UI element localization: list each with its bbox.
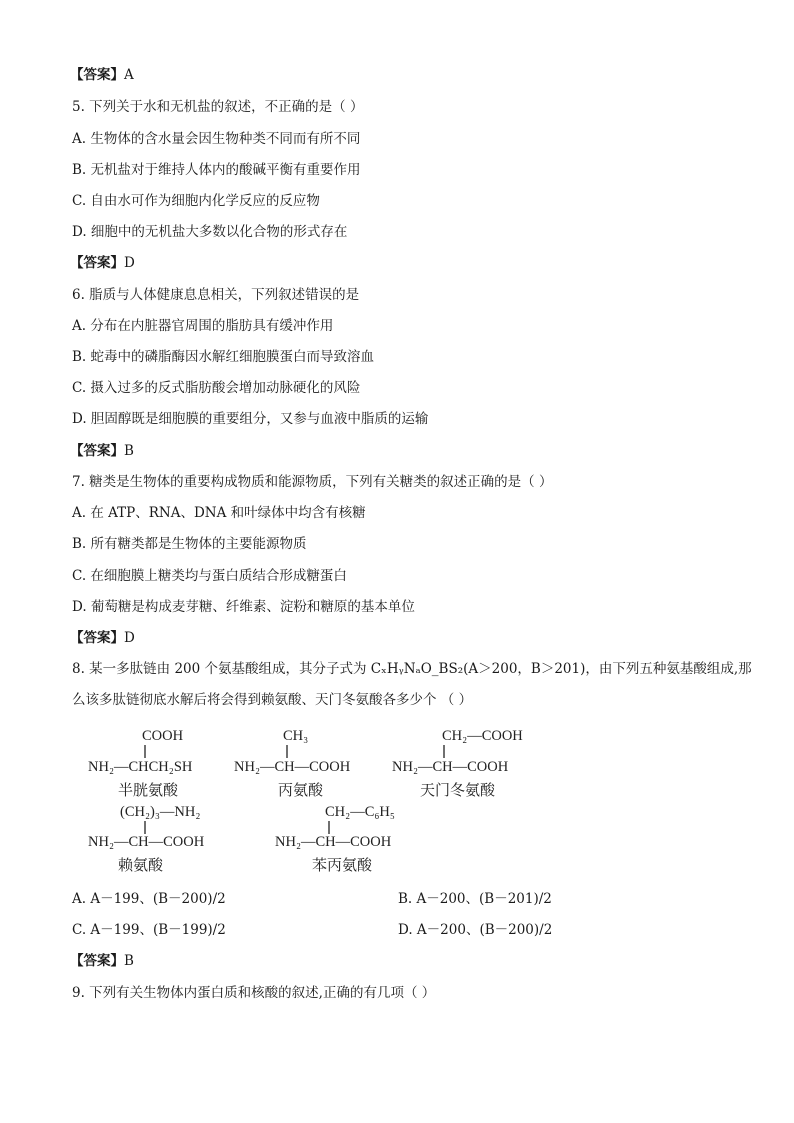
option-8d: D. A－200、(B－200)/2 [398,922,553,938]
aspartic-acid-structure [392,728,523,799]
structure-main: NH₂—CH—COOH [88,834,205,850]
amino-acid-name: 赖氨酸 [118,856,164,874]
option-7d: D. 葡萄糖是构成麦芽糖、纤维素、淀粉和糖原的基本单位 [72,599,415,615]
option-5c: C. 自由水可作为细胞内化学反应的反应物 [72,193,320,209]
answer-line: 【答案】A [70,67,134,83]
option-8a: A. A－199、(B－200)/2 [72,891,226,907]
answer-line: 【答案】D [70,255,135,271]
option-5d: D. 细胞中的无机盐大多数以化合物的形式存在 [72,224,348,240]
amino-acid-name: 天门冬氨酸 [420,781,496,799]
question-6: 6. 脂质与人体健康息息相关，下列叙述错误的是 [72,287,360,303]
question-5: 5. 下列关于水和无机盐的叙述，不正确的是（ ） [72,99,364,115]
question-7: 7. 糖类是生物体的重要构成物质和能源物质，下列有关糖类的叙述正确的是（ ） [72,474,553,490]
option-8c: C. A－199、(B－199)/2 [72,922,226,938]
structure-top: (CH₂)₃—NH₂ [120,804,201,820]
amino-acid-structures [72,725,552,875]
option-7a: A. 在 ATP、RNA、DNA 和叶绿体中均含有核糖 [72,505,366,521]
cysteine-structure [88,728,193,799]
structure-top: CH₂—COOH [442,728,523,744]
structure-main: NH₂—CH—COOH [275,834,392,850]
option-7c: C. 在细胞膜上糖类均与蛋白质结合形成糖蛋白 [72,568,347,584]
structure-main: NH₂—CHCH₂SH [88,759,193,775]
answer-line: 【答案】D [70,630,135,646]
alanine-structure [234,728,351,799]
option-6a: A. 分布在内脏器官周围的脂肪具有缓冲作用 [72,318,334,334]
lysine-structure [88,804,205,874]
option-6c: C. 摄入过多的反式脂肪酸会增加动脉硬化的风险 [72,380,361,396]
phenylalanine-structure [275,804,395,874]
structure-top: CH₃ [283,728,309,744]
option-6d: D. 胆固醇既是细胞膜的重要组分，又参与血液中脂质的运输 [72,411,429,427]
question-8: 8. 某一多肽链由 200 个氨基酸组成，其分子式为 CₓHᵧNₐO_BS₂(A＞200，B＞201)，由下列五种氨基酸组成,那 [72,661,752,677]
answer-line: 【答案】B [70,443,134,459]
structure-main: NH₂—CH—COOH [234,759,351,775]
answer-line: 【答案】B [70,953,134,969]
question-9: 9. 下列有关生物体内蛋白质和核酸的叙述,正确的有几项（ ） [72,985,436,1001]
amino-acid-name: 半胱氨酸 [118,781,179,799]
amino-acid-name: 苯丙氨酸 [312,856,373,874]
structure-main: NH₂—CH—COOH [392,759,509,775]
structure-top: CH₂—C₆H₅ [325,804,395,820]
amino-acid-name: 丙氨酸 [278,781,324,799]
option-6b: B. 蛇毒中的磷脂酶因水解红细胞膜蛋白而导致溶血 [72,349,375,365]
option-5a: A. 生物体的含水量会因生物种类不同而有所不同 [72,131,361,147]
structure-top: COOH [142,728,184,744]
option-5b: B. 无机盐对于维持人体内的酸碱平衡有重要作用 [72,162,361,178]
option-8b: B. A－200、(B－201)/2 [398,891,552,907]
question-8-continued: 么该多肽链彻底水解后将会得到赖氨酸、天门冬氨酸各多少个 （ ） [72,692,473,708]
option-7b: B. 所有糖类都是生物体的主要能源物质 [72,536,307,552]
